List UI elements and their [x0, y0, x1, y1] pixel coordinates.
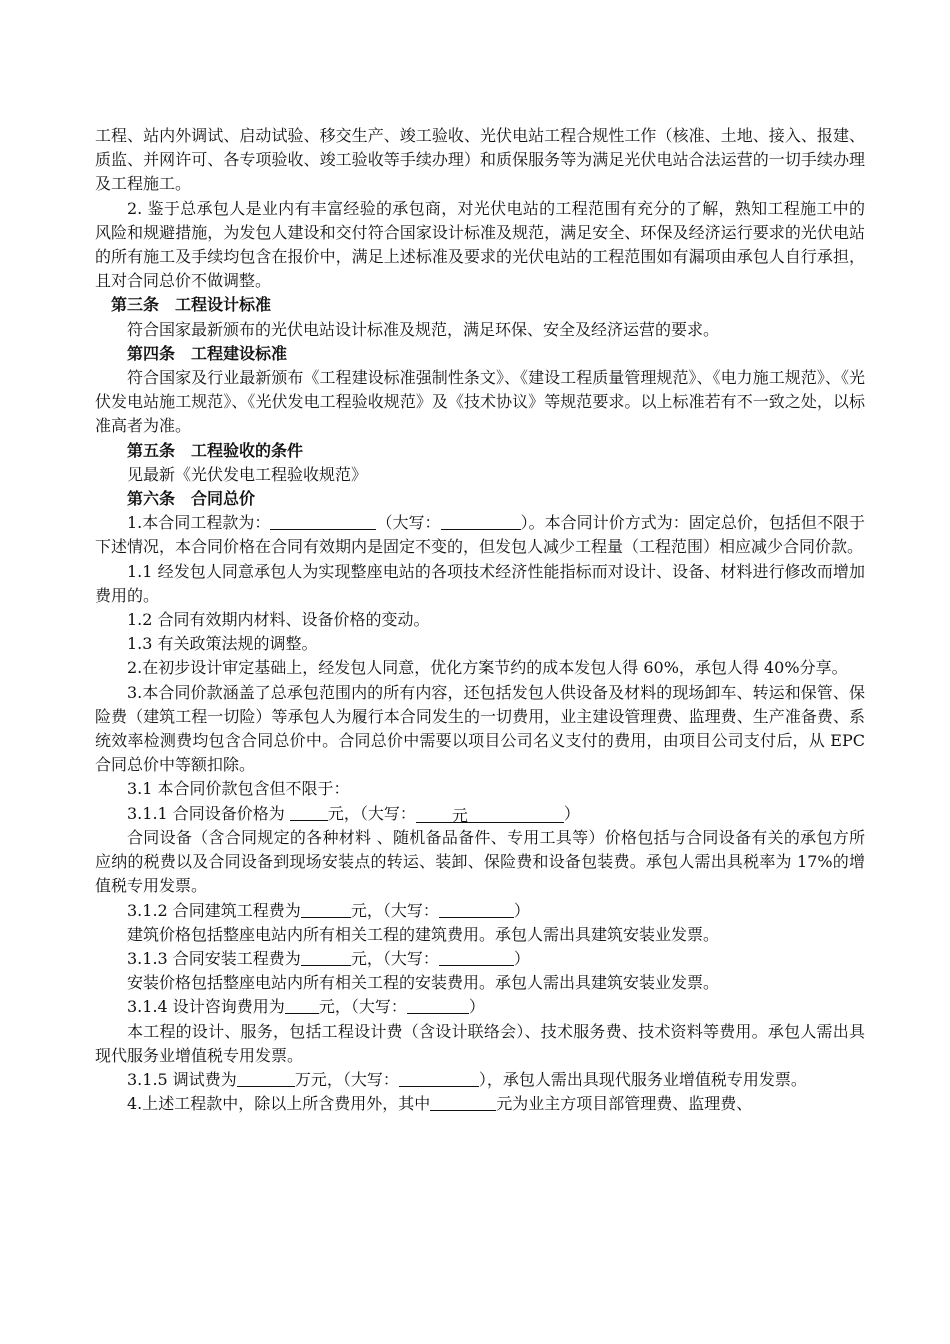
text-run: 3.1.2 合同建筑工程费为 [127, 900, 301, 920]
paragraph: 工程、站内外调试、启动试验、移交生产、竣工验收、光伏电站工程合规性工作（核准、土地、接入、报建、质监、并网许可、各专项验收、竣工验收等手续办理）和质保服务等为满足光伏电站合法运营的一切手续办理及工程施工。 [95, 126, 865, 194]
paragraph [95, 1068, 865, 1092]
paragraph [95, 1092, 865, 1116]
paragraph [95, 511, 865, 559]
text-run: 元，（大写： [350, 900, 439, 920]
paragraph: 建筑价格包括整座电站内所有相关工程的建筑费用。承包人需出具建筑安装业发票。 [127, 924, 720, 944]
paragraph: 见最新《光伏发电工程验收规范》 [127, 464, 368, 484]
paragraph: 3.1 本合同价款包含但不限于： [127, 779, 350, 799]
text-run: ） [513, 900, 530, 920]
paragraph [95, 995, 865, 1019]
text-run: ），承包人需出具现代服务业增值税专用发票。 [478, 1069, 807, 1089]
text-run: 3.1.5 调试费为 [127, 1069, 237, 1089]
text-run: 元，（大写： [350, 948, 439, 968]
paragraph [95, 802, 865, 826]
text-run: ） [563, 803, 580, 823]
text-run: 3.1.4 设计咨询费用为 [127, 997, 285, 1017]
text-run: 元为业主方项目部管理费、监理费、 [496, 1094, 753, 1114]
paragraph: 符合国家最新颁布的光伏电站设计标准及规范，满足环保、安全及经济运营的要求。 [127, 319, 720, 339]
article-heading: 第六条 合同总价 [127, 489, 256, 509]
blank-field[interactable] [270, 511, 376, 530]
paragraph: 2.在初步设计审定基础上，经发包人同意，优化方案节约的成本发包人得 60%，承包人得 40%分享。 [127, 658, 848, 678]
paragraph: 1.1 经发包人同意承包人为实现整座电站的各项技术经济性能指标而对设计、设备、材料进行修改而增加费用的。 [95, 561, 865, 605]
blank-field[interactable] [407, 995, 469, 1014]
text-run: 1.本合同工程款为： [127, 513, 271, 533]
blank-field[interactable] [416, 804, 564, 823]
text-run: ） [513, 948, 530, 968]
paragraph [95, 899, 865, 923]
blank-field[interactable] [441, 511, 521, 530]
text-run: （大写： [376, 513, 441, 533]
text-run: 3.1.3 合同安装工程费为 [127, 948, 301, 968]
article-heading: 第三条 工程设计标准 [111, 295, 272, 315]
paragraph: 1.2 合同有效期内材料、设备价格的变动。 [127, 610, 430, 630]
paragraph: 本工程的设计、服务，包括工程设计费（含设计联络会）、技术服务费、技术资料等费用。承包人需出具现代服务业增值税专用发票。 [95, 1021, 865, 1065]
blank-field[interactable] [399, 1068, 479, 1087]
text-run: 4.上述工程款中，除以上所含费用外，其中 [127, 1094, 431, 1114]
blank-field[interactable] [439, 899, 514, 918]
text-run: 元，（大写： [318, 997, 407, 1017]
blank-field[interactable] [430, 1092, 496, 1111]
text-run: ） [468, 997, 485, 1017]
paragraph [95, 947, 865, 971]
article-heading: 第四条 工程建设标准 [127, 343, 288, 363]
blank-field[interactable] [237, 1068, 295, 1087]
text-run: 3.1.1 合同设备价格为 [127, 803, 290, 823]
article-heading: 第五条 工程验收的条件 [127, 440, 304, 460]
paragraph: 安装价格包括整座电站内所有相关工程的安装费用。承包人需出具建筑安装业发票。 [127, 973, 720, 993]
paragraph: 3.本合同价款涵盖了总承包范围内的所有内容，还包括发包人供设备及材料的现场卸车、转运和保管、保险费（建筑工程一切险）等承包人为履行本合同发生的一切费用，业主建设管理费、监理费、生产准备费、系统效率检测费均包含合同总价中。合同总价中需要以项目公司名义支付的费用，由项目公司支付后，从 EPC 合同总价中等额扣除。 [95, 682, 865, 775]
blank-field[interactable] [290, 802, 328, 821]
text-run: 元，（大写： [327, 803, 416, 823]
text-run: 元 [451, 805, 468, 825]
text-run: ）。本合同计价方式为：固定总价，包括但不限于下述情况，本合同价格在合同有效期内是固定不变的，但发包人减少工程量（工程范围）相应减少合同价款。 [95, 513, 865, 557]
blank-field[interactable] [439, 947, 514, 966]
blank-field[interactable] [301, 947, 351, 966]
paragraph: 合同设备（含合同规定的各种材料 、随机备品备件、专用工具等）价格包括与合同设备有关的承包方所应纳的税费以及合同设备到现场安装点的转运、装卸、保险费和设备包装费。承包人需出具税率为 17%的增值税专用发票。 [95, 827, 865, 896]
blank-field[interactable] [301, 899, 351, 918]
paragraph: 2. 鉴于总承包人是业内有丰富经验的承包商，对光伏电站的工程范围有充分的了解，熟知工程施工中的风险和规避措施，为发包人建设和交付符合国家设计标准及规范，满足安全、环保及经济运行要求的光伏电站的所有施工及手续均包含在报价中，满足上述标准及要求的光伏电站的工程范围如有漏项由承包人自行承担，且对合同总价不做调整。 [95, 198, 865, 291]
blank-field[interactable] [285, 995, 319, 1014]
text-run: 万元，（大写： [294, 1069, 399, 1089]
document-page [95, 124, 865, 1116]
paragraph: 1.3 有关政策法规的调整。 [127, 634, 318, 654]
paragraph: 符合国家及行业最新颁布《工程建设标准强制性条文》、《建设工程质量管理规范》、《电力施工规范》、《光伏发电站施工规范》、《光伏发电工程验收规范》及《技术协议》等规范要求。以上标准若有不一致之处，以标准高者为准。 [95, 368, 865, 436]
